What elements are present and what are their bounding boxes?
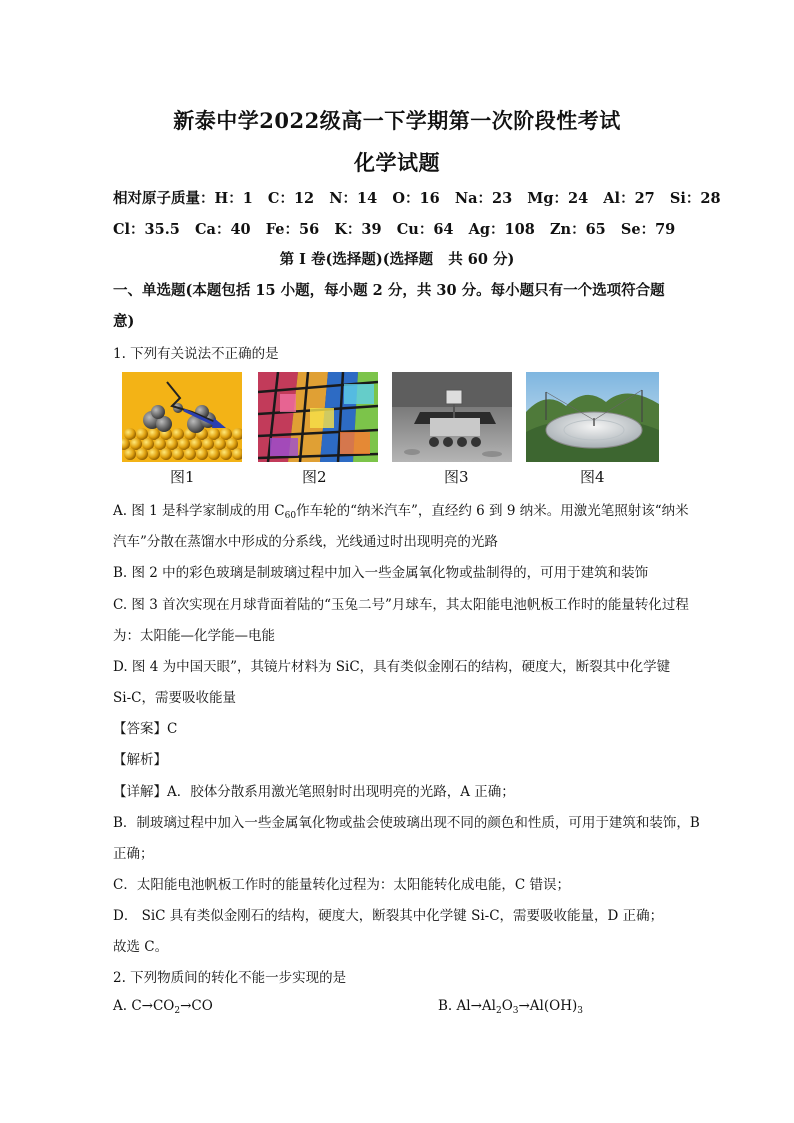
figure-1-caption: 图1 — [170, 468, 195, 486]
figure-3-lunar-rover — [392, 372, 512, 462]
q1-detail-b-line2: 正确； — [113, 846, 154, 862]
q1-option-c-line1: C. 图 3 首次实现在月球背面着陆的“玉兔二号”月球车，其太阳能电池帆板工作时的能量转化过程 — [113, 597, 689, 613]
q1-option-b: B. 图 2 中的彩色玻璃是制玻璃过程中加入一些金属氧化物或盐制得的，可用于建筑和装饰 — [113, 565, 649, 581]
q2-option-b-text-a: B. Al→Al — [438, 998, 496, 1014]
q1-detail-d: D． SiC 具有类似金刚石的结构，硬度大，断裂其中化学键 Si-C，需要吸收能量，D 正确； — [113, 908, 664, 924]
q1-detail-b-line1: B．制玻璃过程中加入一些金属氧化物或盐会使玻璃出现不同的颜色和性质，可用于建筑和装饰，B — [113, 815, 700, 831]
figure-4-fast-telescope — [526, 372, 659, 462]
figure-2-colored-glass — [258, 372, 378, 462]
figure-4-caption: 图4 — [580, 468, 605, 486]
q2-option-a-text-b: →CO — [180, 998, 213, 1014]
q1-option-d-line1: D. 图 4 为中国天眼”，其镜片材料为 SiC，具有类似金刚石的结构，硬度大，断裂其中化学键 — [113, 659, 671, 675]
q1-option-a-text-a: A. 图 1 是科学家制成的用 C — [113, 503, 285, 519]
atomic-mass-line1: 相对原子质量：H：1 C：12 N：14 O：16 Na：23 Mg：24 Al：27 Si：28 — [113, 190, 721, 207]
q2-option-b-subscript-3: 3 — [577, 1006, 583, 1016]
figure-1-nanocar — [122, 372, 242, 462]
q2-option-a-subscript: 2 — [174, 1006, 181, 1016]
q1-conclusion: 故选 C。 — [113, 939, 169, 955]
section-heading-line1: 一、单选题(本题包括 15 小题，每小题 2 分，共 30 分。每小题只有一个选项符合题 — [113, 282, 665, 299]
q2-option-a-text-a: A. C→CO — [113, 998, 175, 1014]
q2-stem: 2. 下列物质间的转化不能一步实现的是 — [113, 970, 347, 986]
q2-option-b-subscript-1: 2 — [495, 1006, 502, 1016]
q1-analysis-label: 【解析】 — [113, 752, 167, 768]
atomic-mass-line2: Cl：35.5 Ca：40 Fe：56 K：39 Cu：64 Ag：108 Zn：65 Se：79 — [113, 221, 676, 238]
q2-option-b-text-b: O — [501, 998, 513, 1014]
section-heading-line2: 意) — [113, 313, 135, 330]
q1-stem: 1. 下列有关说法不正确的是 — [113, 346, 279, 362]
q1-option-a-subscript: 60 — [284, 511, 297, 521]
q2-option-b-subscript-2: 3 — [512, 1006, 519, 1016]
q1-detail-a: 【详解】A．胶体分散系用激光笔照射时出现明亮的光路，A 正确； — [113, 784, 515, 800]
exam-subtitle: 化学试题 — [354, 150, 440, 175]
q2-option-a — [113, 998, 213, 1014]
q1-answer: 【答案】C — [113, 721, 178, 737]
figure-3-caption: 图3 — [444, 468, 469, 486]
q1-option-d-line2: Si-C，需要吸收能量 — [113, 690, 236, 706]
q1-option-a-line1 — [113, 499, 689, 519]
figure-2-caption: 图2 — [302, 468, 327, 486]
q2-option-b — [438, 998, 583, 1014]
q1-option-a-text-b: 作车轮的“纳米汽车”，直经约 6 到 9 纳米。用激光笔照射该“纳米 — [296, 503, 689, 519]
q1-detail-c: C．太阳能电池帆板工作时的能量转化过程为：太阳能转化成电能，C 错误； — [113, 877, 570, 893]
volume-heading: 第 I 卷(选择题)(选择题 共 60 分) — [279, 251, 515, 268]
q2-option-b-text-c: →Al(OH) — [518, 998, 578, 1014]
q1-option-a-line2: 汽车”分散在蒸馏水中形成的分系线，光线通过时出现明亮的光路 — [113, 534, 498, 550]
exam-title: 新泰中学2022级高一下学期第一次阶段性考试 — [173, 108, 621, 133]
q1-option-c-line2: 为：太阳能—化学能—电能 — [113, 628, 275, 644]
